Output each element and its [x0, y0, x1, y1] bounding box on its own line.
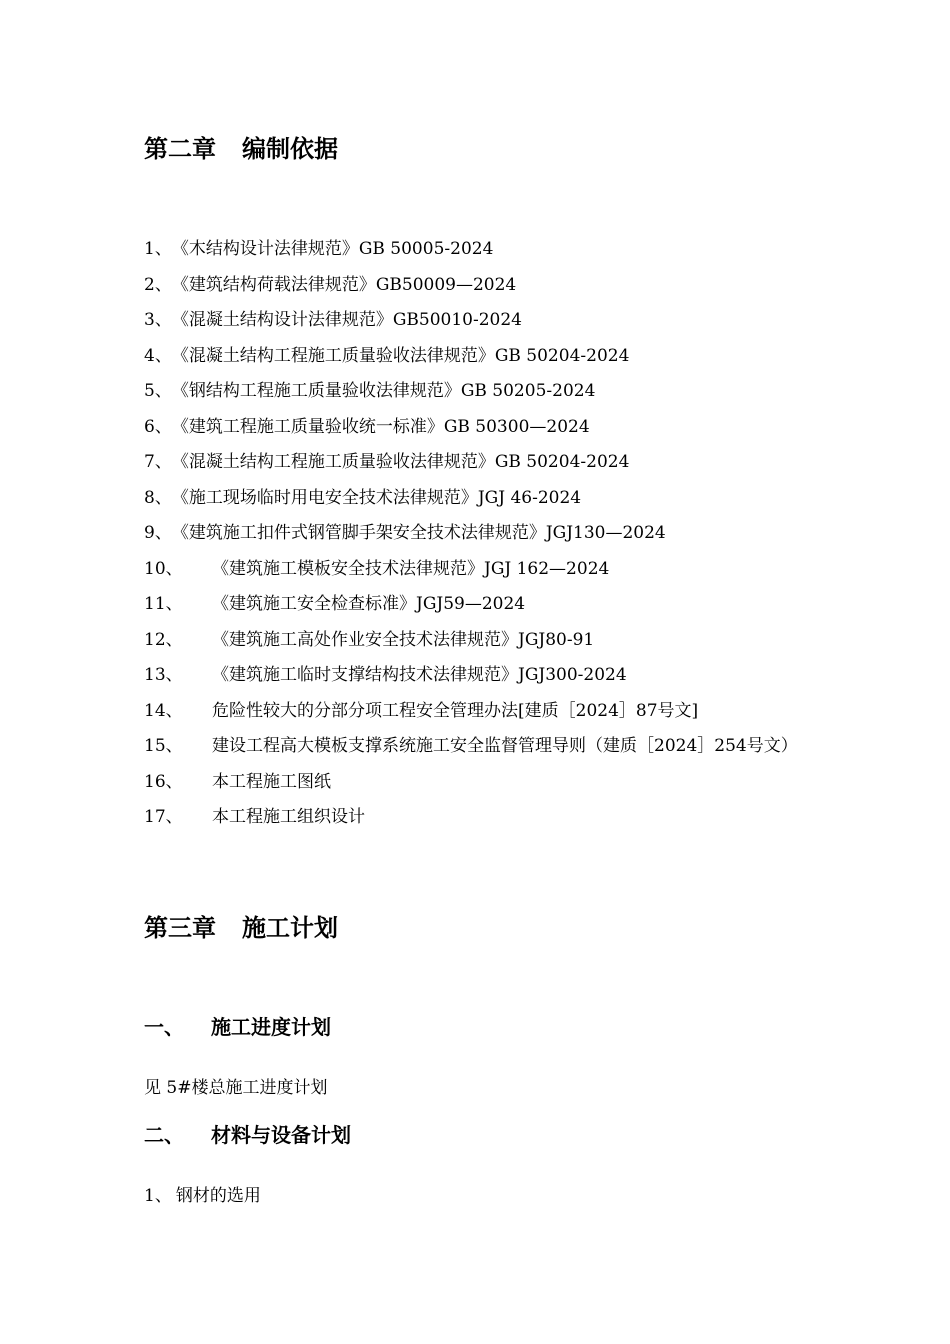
chapter-2-heading — [144, 133, 338, 165]
reference-item: 10、 《建筑施工模板安全技术法律规范》JGJ 162—2024 — [144, 558, 610, 579]
reference-item: 16、 本工程施工图纸 — [144, 771, 331, 792]
reference-item: 17、 本工程施工组织设计 — [144, 807, 365, 827]
chapter-2-label: 第二章 — [144, 134, 216, 163]
reference-item: 13、 《建筑施工临时支撑结构技术法律规范》JGJ300-2024 — [144, 665, 627, 685]
section-1-heading: 一、 施工进度计划 — [144, 1015, 331, 1039]
reference-item: 1、《木结构设计法律规范》GB 50005-2024 — [144, 239, 494, 259]
reference-item: 8、《施工现场临时用电安全技术法律规范》JGJ 46-2024 — [144, 487, 582, 508]
chapter-3-label: 第三章 — [144, 913, 216, 942]
section-1-text: 见 5#楼总施工进度计划 — [144, 1078, 328, 1098]
reference-item: 14、 危险性较大的分部分项工程安全管理办法[建质［2024］87号文] — [144, 700, 699, 721]
reference-item: 6、《建筑工程施工质量验收统一标准》GB 50300—2024 — [144, 416, 590, 437]
reference-item: 3、《混凝土结构设计法律规范》GB50010-2024 — [144, 310, 522, 330]
section-2-heading: 二、 材料与设备计划 — [144, 1123, 351, 1147]
chapter-3-title: 施工计划 — [242, 913, 338, 942]
section-2-item: 1、 钢材的选用 — [144, 1186, 261, 1206]
reference-item: 7、《混凝土结构工程施工质量验收法律规范》GB 50204-2024 — [144, 452, 630, 472]
reference-item: 9、《建筑施工扣件式钢管脚手架安全技术法律规范》JGJ130—2024 — [144, 523, 666, 543]
reference-item: 2、《建筑结构荷载法律规范》GB50009—2024 — [144, 274, 517, 295]
reference-list — [144, 232, 824, 836]
reference-item: 15、 建设工程高大模板支撑系统施工安全监督管理导则（建质［2024］254号文） — [144, 736, 798, 756]
reference-item: 4、《混凝土结构工程施工质量验收法律规范》GB 50204-2024 — [144, 345, 630, 366]
chapter-3-heading — [144, 912, 338, 944]
reference-item: 11、 《建筑施工安全检查标准》JGJ59—2024 — [144, 594, 526, 614]
reference-item: 5、《钢结构工程施工质量验收法律规范》GB 50205-2024 — [144, 381, 596, 401]
chapter-2-title: 编制依据 — [242, 134, 338, 163]
reference-item: 12、 《建筑施工高处作业安全技术法律规范》JGJ80-91 — [144, 629, 595, 650]
